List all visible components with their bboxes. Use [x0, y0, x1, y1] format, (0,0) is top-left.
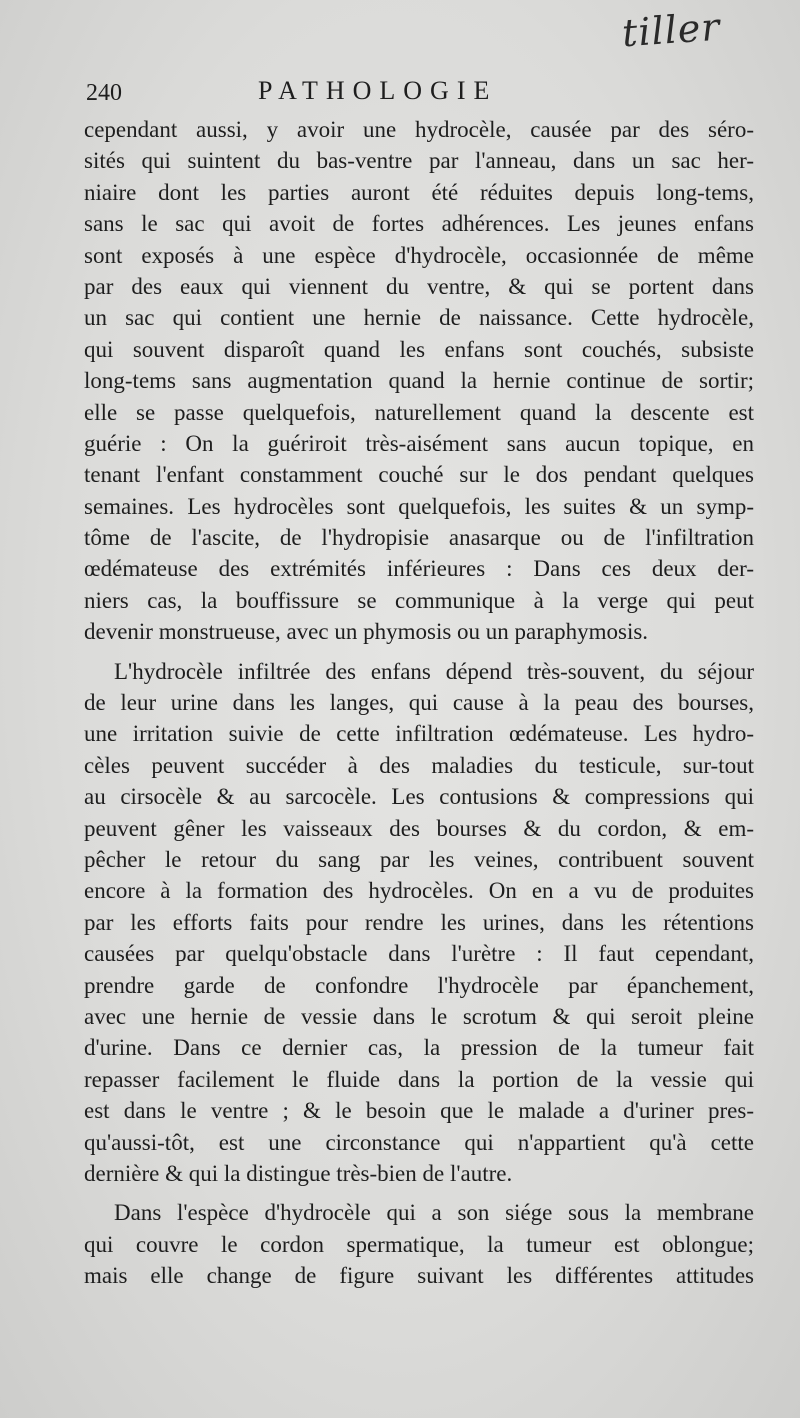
text-line: L'hydrocèle infiltrée des enfans dépend très-souvent, du séjour — [114, 658, 754, 684]
text-line: sités qui suintent du bas-ventre par l'anneau, dans un sac her- — [84, 148, 754, 174]
text-line: une irritation suivie de cette infiltration œdémateuse. Les hydro- — [84, 721, 754, 747]
text-line: pêcher le retour du sang par les veines, contribuent souvent — [84, 846, 754, 872]
text-line: repasser facilement le fluide dans la portion de la vessie qui — [84, 1066, 754, 1092]
text-line: d'urine. Dans ce dernier cas, la pression de la tumeur fait — [84, 1035, 754, 1061]
paragraph-gap — [84, 648, 754, 656]
text-line: un sac qui contient une hernie de naissance. Cette hydrocèle, — [84, 305, 754, 331]
text-line: niers cas, la bouffissure se communique à la verge qui peut — [84, 587, 754, 613]
text-line: niaire dont les parties auront été réduites depuis long-tems, — [84, 179, 754, 205]
body-text — [84, 114, 754, 1291]
text-line: cependant aussi, y avoir une hydrocèle, causée par des séro- — [84, 117, 754, 142]
text-line: sans le sac qui avoit de fortes adhérences. Les jeunes enfans — [84, 211, 754, 237]
text-line: est dans le ventre ; & le besoin que le malade a d'uriner pres- — [84, 1098, 754, 1124]
text-line: causées par quelqu'obstacle dans l'urètre : Il faut cependant, — [84, 941, 754, 967]
text-line: tenant l'enfant constamment couché sur le dos pendant quelques — [84, 462, 754, 488]
text-line: peuvent gêner les vaisseaux des bourses & du cordon, & em- — [84, 815, 754, 841]
text-line: par les efforts faits pour rendre les urines, dans les rétentions — [84, 909, 754, 935]
text-line: prendre garde de confondre l'hydrocèle par épanchement, — [84, 972, 754, 998]
text-line: semaines. Les hydrocèles sont quelquefois, les suites & un symp- — [84, 493, 754, 519]
text-line: par des eaux qui viennent du ventre, & qui se portent dans — [84, 273, 754, 299]
text-line: encore à la formation des hydrocèles. On en a vu de produites — [84, 878, 754, 904]
text-line: tôme de l'ascite, de l'hydropisie anasarque ou de l'infiltration — [84, 525, 754, 551]
text-line: au cirsocèle & au sarcocèle. Les contusions & compressions qui — [84, 784, 754, 810]
text-line: avec une hernie de vessie dans le scrotum & qui seroit pleine — [84, 1003, 754, 1029]
text-line: de leur urine dans les langes, qui cause à la peau des bourses, — [84, 690, 754, 716]
text-line: Dans l'espèce d'hydrocèle qui a son siége sous la membrane — [114, 1200, 754, 1226]
text-line: sont exposés à une espèce d'hydrocèle, occasionnée de même — [84, 242, 754, 268]
handwritten-annotation: tiller — [620, 4, 722, 56]
paragraph-gap — [84, 1189, 754, 1197]
text-line: dernière & qui la distingue très-bien de l'autre. — [84, 1160, 513, 1186]
text-line: mais elle change de figure suivant les différentes attitudes — [84, 1263, 754, 1289]
text-line: long-tems sans augmentation quand la hernie continue de sortir; — [84, 368, 754, 394]
text-line: devenir monstrueuse, avec un phymosis ou un paraphymosis. — [84, 619, 649, 645]
text-line: qu'aussi-tôt, est une circonstance qui n'appartient qu'à cette — [84, 1129, 754, 1155]
text-line: cèles peuvent succéder à des maladies du testicule, sur-tout — [84, 752, 754, 778]
text-line: guérie : On la guériroit très-aisément sans aucun topique, en — [84, 430, 754, 456]
text-line: qui souvent disparoît quand les enfans sont couchés, subsiste — [84, 336, 754, 362]
running-title: PATHOLOGIE — [258, 76, 498, 105]
text-line: elle se passe quelquefois, naturellement quand la descente est — [84, 399, 754, 425]
text-line: qui couvre le cordon spermatique, la tumeur est oblongue; — [84, 1231, 754, 1257]
page-header — [86, 76, 746, 112]
text-line: œdémateuse des extrémités inférieures : Dans ces deux der- — [84, 556, 754, 582]
page-number: 240 — [86, 80, 122, 106]
